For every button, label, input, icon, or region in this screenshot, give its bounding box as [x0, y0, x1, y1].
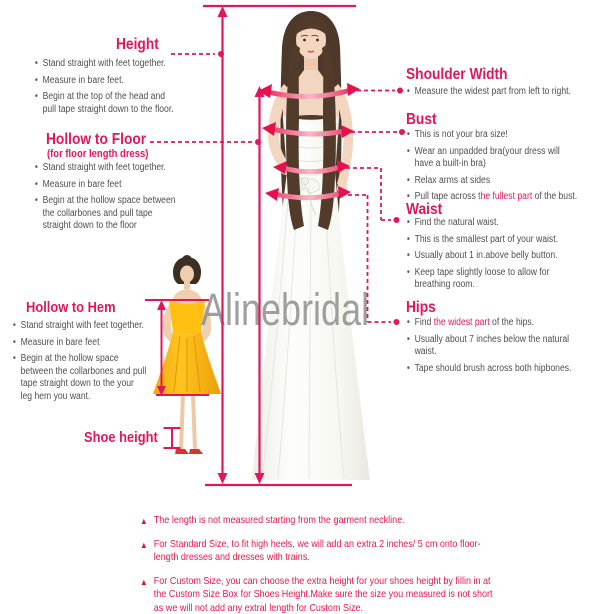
instruction: • Begin at the hollow space between the collarbones and pull tape straight down to the floor: [34, 195, 176, 233]
model-lips: [308, 51, 314, 52]
bust-instructions: [406, 129, 578, 208]
instruction: • This is not your bra size!: [406, 129, 565, 142]
hips-instructions: [406, 317, 575, 379]
instruction: • Begin at the hollow space between the collarbones and pull tape straight down to the your leg hem you want.: [12, 353, 147, 403]
instruction: • Keep tape slightly loose to allow for breathing room.: [406, 267, 578, 292]
warning-triangle-icon: ▲: [140, 576, 148, 587]
instruction: • Measure in bare feet: [12, 337, 147, 350]
shoulder-width-title: Shoulder Width: [406, 66, 508, 83]
height-instructions: [34, 58, 176, 120]
instruction: • Find the natural waist.: [406, 217, 578, 230]
instruction: • Relax arms at sides: [406, 175, 565, 188]
hollow-to-floor-instructions: [34, 162, 176, 237]
shoe-height-title: Shoe height: [84, 429, 158, 446]
instruction: • Stand straight with feet together.: [34, 58, 176, 71]
instruction: • Usually about 1 in.above belly button.: [406, 250, 578, 263]
instruction: • This is the smallest part of your waist.: [406, 234, 578, 247]
instruction: • Measure in bare feet.: [34, 75, 176, 88]
small-model-shoe: [175, 449, 189, 454]
note-item: ▲ For Custom Size, you can choose the extra height for your shoes height by fillin in at the Custom Size Box for Shoes Height.Make sure the size you measured is not short as we will not add any extral length for Custom Size.: [140, 574, 493, 614]
highlighted-phrase: the fullest part: [478, 191, 533, 202]
instruction: • Usually about 7 inches below the natural waist.: [406, 334, 575, 359]
instruction: • Stand straight with feet together.: [34, 162, 176, 175]
hollow-to-hem-instructions: [12, 320, 147, 407]
bust-title: Bust: [406, 111, 437, 128]
note-item: ▲ The length is not measured starting from the garment neckline.: [140, 514, 493, 528]
instruction: • Pull tape across the fullest part of the bust.: [406, 191, 565, 204]
note-item: ▲ For Standard Size, to fit high heels, we will add an extra 2 inches/ 5 cm onto floor-length dresses and dresses with trains.: [140, 537, 481, 563]
instruction: • Begin at the top of the head and pull tape straight down to the floor.: [34, 91, 176, 116]
instruction: • Measure in bare feet: [34, 179, 176, 192]
hips-title: Hips: [406, 299, 436, 316]
brand-watermark: Alinebridal: [201, 284, 370, 335]
hollow-to-hem-title: Hollow to Hem: [26, 299, 116, 316]
instruction: • Measure the widest part from left to right.: [406, 86, 591, 99]
warning-triangle-icon: ▲: [140, 539, 148, 550]
shoulder-width-instructions: [406, 86, 591, 103]
small-model-face: [180, 266, 194, 283]
instruction: • Tape should brush across both hipbones.: [406, 363, 575, 376]
small-dress-bodice: [169, 301, 205, 335]
warning-triangle-icon: ▲: [140, 516, 148, 526]
highlighted-phrase: the widest part: [433, 317, 490, 328]
height-title: Height: [116, 36, 159, 53]
instruction: • Wear an unpadded bra(your dress will have a built-in bra): [406, 146, 565, 171]
size-notes: [140, 514, 493, 614]
hollow-to-floor-subtitle: (for floor length dress): [47, 148, 149, 160]
small-model-shoe: [189, 449, 203, 454]
main-model-figure: [238, 8, 374, 484]
waist-instructions: [406, 217, 578, 296]
waist-title: Waist: [406, 201, 443, 218]
instruction: • Find the widest part of the hips.: [406, 317, 575, 330]
hollow-to-floor-title: Hollow to Floor: [46, 131, 147, 148]
instruction: • Stand straight with feet together.: [12, 320, 147, 333]
model-right-hand: [337, 182, 347, 194]
